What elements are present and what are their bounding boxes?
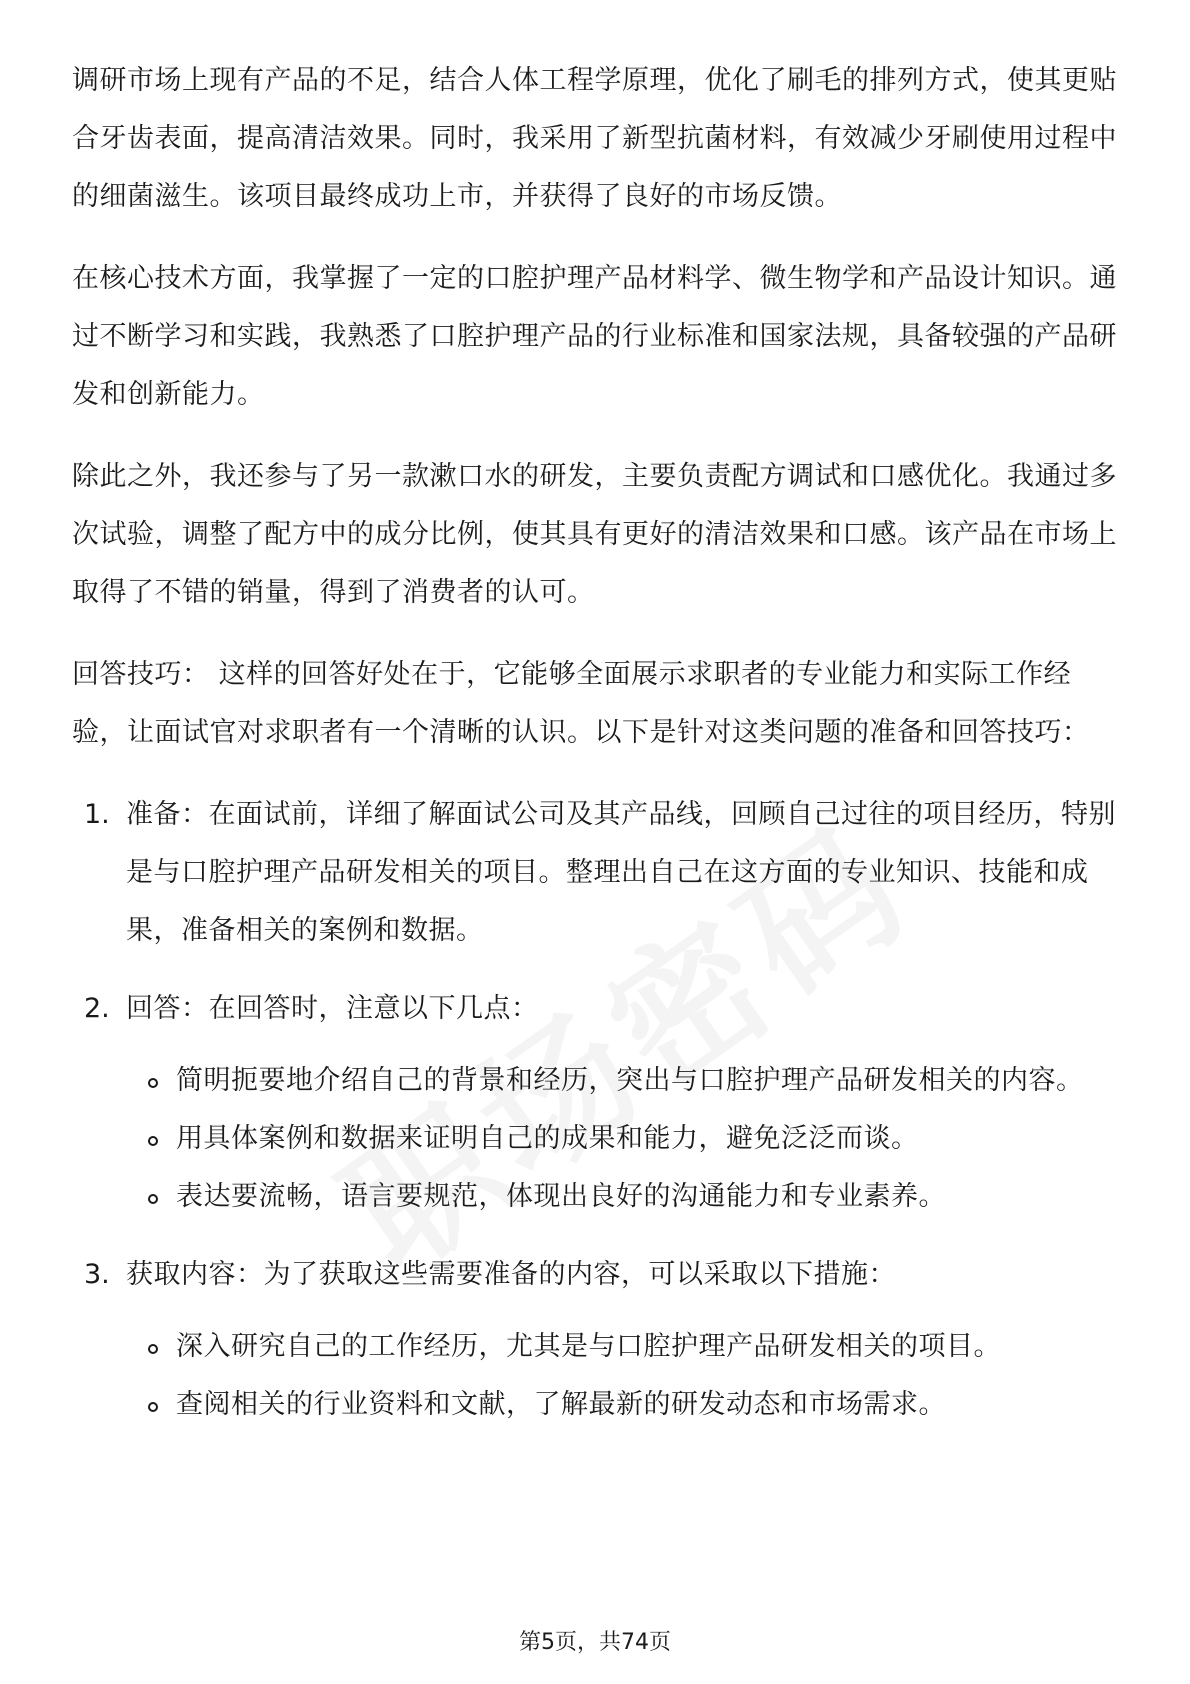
circle-bullet-icon (148, 1078, 158, 1088)
document-body (72, 52, 1122, 1454)
bullet-item (126, 1168, 1122, 1226)
paragraph: 回答技巧： 这样的回答好处在于，它能够全面展示求职者的专业能力和实际工作经验，让面试官对求职者有一个清晰的认识。以下是针对这类问题的准备和回答技巧： (72, 659, 1090, 748)
bullet-item (126, 1318, 1122, 1376)
page-footer: 第5页，共74页 (519, 1630, 671, 1655)
paragraph: 调研市场上现有产品的不足，结合人体工程学原理，优化了刷毛的排列方式，使其更贴合牙齿表面，提高清洁效果。同时，我采用了新型抗菌材料，有效减少牙刷使用过程中的细菌滋生。该项目最终成功上市，并获得了良好的市场反馈。 (72, 65, 1117, 212)
paragraph: 除此之外，我还参与了另一款漱口水的研发，主要负责配方调试和口感优化。我通过多次试验，调整了配方中的成分比例，使其具有更好的清洁效果和口感。该产品在市场上取得了不错的销量，得到了消费者的认可。 (72, 461, 1117, 608)
bullet-text: 用具体案例和数据来证明自己的成果和能力，避免泛泛而谈。 (176, 1123, 919, 1154)
bullet-list (126, 1052, 1122, 1226)
numbered-list (72, 786, 1122, 1434)
bullet-item (126, 1376, 1122, 1434)
paragraph: 在核心技术方面，我掌握了一定的口腔护理产品材料学、微生物学和产品设计知识。通过不断学习和实践，我熟悉了口腔护理产品的行业标准和国家法规，具备较强的产品研发和创新能力。 (72, 263, 1117, 410)
list-item (72, 786, 1122, 960)
list-number: 1. (84, 799, 110, 830)
list-item (72, 980, 1122, 1226)
bullet-item (126, 1052, 1122, 1110)
list-number: 2. (84, 993, 110, 1024)
bullet-list (126, 1318, 1122, 1434)
list-item-text: 回答：在回答时，注意以下几点： (126, 993, 539, 1024)
circle-bullet-icon (148, 1344, 158, 1354)
bullet-text: 简明扼要地介绍自己的背景和经历，突出与口腔护理产品研发相关的内容。 (176, 1065, 1084, 1096)
bullet-text: 深入研究自己的工作经历，尤其是与口腔护理产品研发相关的项目。 (176, 1331, 1001, 1362)
circle-bullet-icon (148, 1402, 158, 1412)
bullet-text: 表达要流畅，语言要规范，体现出良好的沟通能力和专业素养。 (176, 1181, 946, 1212)
bullet-item (126, 1110, 1122, 1168)
bullet-text: 查阅相关的行业资料和文献，了解最新的研发动态和市场需求。 (176, 1389, 946, 1420)
list-item-text: 获取内容：为了获取这些需要准备的内容，可以采取以下措施： (126, 1259, 896, 1290)
circle-bullet-icon (148, 1194, 158, 1204)
circle-bullet-icon (148, 1136, 158, 1146)
list-item-text: 准备：在面试前，详细了解面试公司及其产品线，回顾自己过往的项目经历，特别是与口腔护理产品研发相关的项目。整理出自己在这方面的专业知识、技能和成果，准备相关的案例和数据。 (126, 799, 1116, 946)
list-number: 3. (84, 1259, 110, 1290)
list-item (72, 1246, 1122, 1434)
